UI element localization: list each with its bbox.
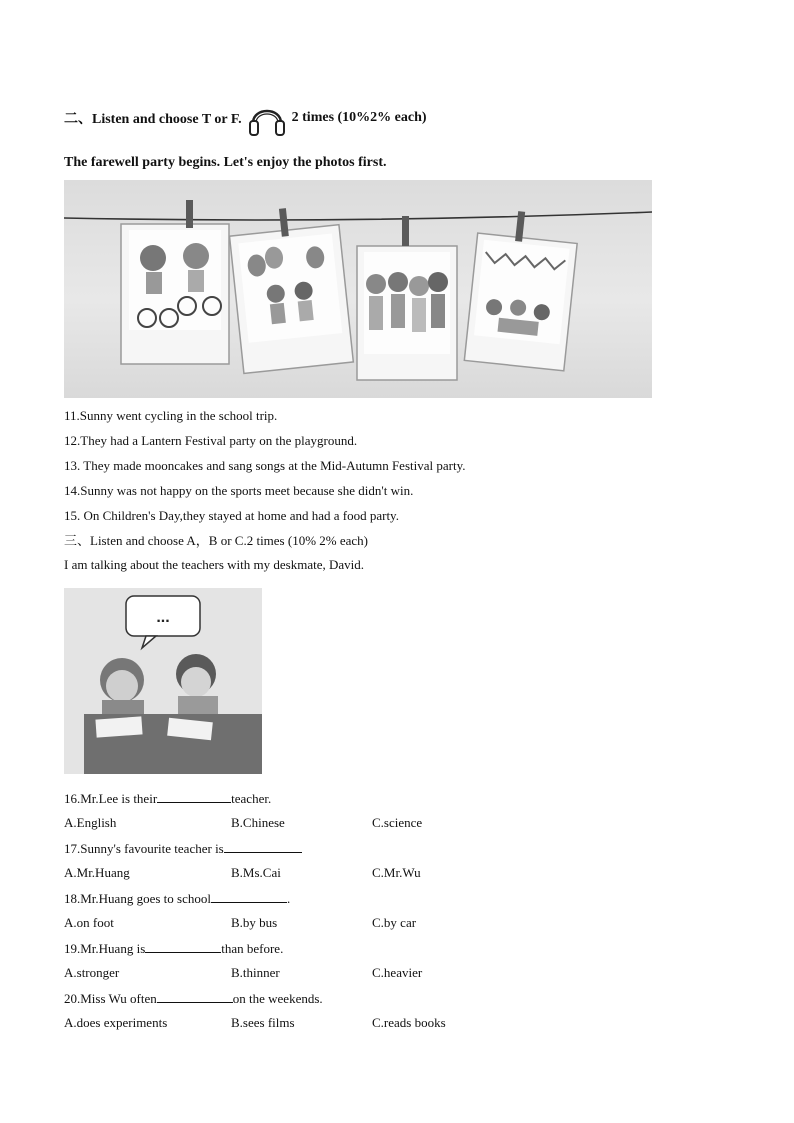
stem-text: teacher. [231, 791, 272, 806]
option-a: A.on foot [64, 915, 114, 930]
party-photos-illustration [64, 180, 652, 398]
photo-food-party [464, 207, 580, 371]
answer-blank [157, 790, 231, 803]
tf-item: 15. On Children's Day,they stayed at home and had a food party. [64, 508, 399, 523]
option-c: C.heavier [372, 965, 423, 980]
stem-text: 17.Sunny's favourite teacher is [64, 841, 224, 856]
option-b: B.thinner [231, 965, 280, 980]
question-stem [64, 890, 290, 907]
tf-item: 13. They made mooncakes and sang songs at the Mid-Autumn Festival party. [64, 458, 466, 473]
tf-item: 11.Sunny went cycling in the school trip. [64, 408, 278, 423]
photo-cycling [121, 200, 229, 364]
stem-text: 18.Mr.Huang goes to school [64, 891, 211, 906]
question-stem [64, 940, 283, 957]
stem-text: on the weekends. [232, 991, 323, 1006]
deskmates-illustration [64, 588, 262, 774]
option-b: B.Chinese [231, 815, 285, 830]
photo-lantern-party [227, 203, 353, 374]
question-stem [64, 840, 302, 857]
option-a: A.Mr.Huang [64, 865, 130, 880]
option-b: B.by bus [231, 915, 278, 930]
answer-blank [211, 890, 287, 903]
answer-blank [224, 840, 302, 853]
section2-times-text: 2 times (10%2% each) [291, 110, 427, 125]
option-c: C.reads books [372, 1015, 446, 1030]
section2-heading-text: 二、Listen and choose T or F. [64, 112, 242, 127]
section2-heading [64, 96, 427, 140]
option-b: B.Ms.Cai [231, 865, 281, 880]
stem-text: 16.Mr.Lee is their [64, 791, 158, 806]
option-b: B.sees films [231, 1015, 295, 1030]
stem-text: 19.Mr.Huang is [64, 941, 146, 956]
section3-heading: 三、Listen and choose A，B or C.2 times (10% 2% each) [64, 533, 368, 548]
section3-intro: I am talking about the teachers with my deskmate, David. [64, 557, 364, 572]
option-c: C.science [372, 815, 423, 830]
stem-text: than before. [221, 941, 284, 956]
answer-blank [145, 940, 221, 953]
question-stem [64, 790, 271, 807]
stem-text: 20.Miss Wu often [64, 991, 157, 1006]
photo-dancing [357, 216, 457, 380]
stem-text: . [286, 891, 291, 906]
section2-intro: The farewell party begins. Let's enjoy the photos first. [64, 155, 387, 170]
option-c: C.Mr.Wu [372, 865, 421, 880]
option-a: A.stronger [64, 965, 120, 980]
speech-bubble-text: ... [156, 609, 170, 626]
tf-item: 12.They had a Lantern Festival party on the playground. [64, 433, 358, 448]
option-a: A.does experiments [64, 1015, 168, 1030]
option-c: C.by car [372, 915, 417, 930]
tf-item: 14.Sunny was not happy on the sports meet because she didn't win. [64, 483, 414, 498]
option-a: A.English [64, 815, 117, 830]
answer-blank [157, 990, 233, 1003]
headphones-icon [246, 97, 288, 139]
question-stem [64, 990, 323, 1007]
